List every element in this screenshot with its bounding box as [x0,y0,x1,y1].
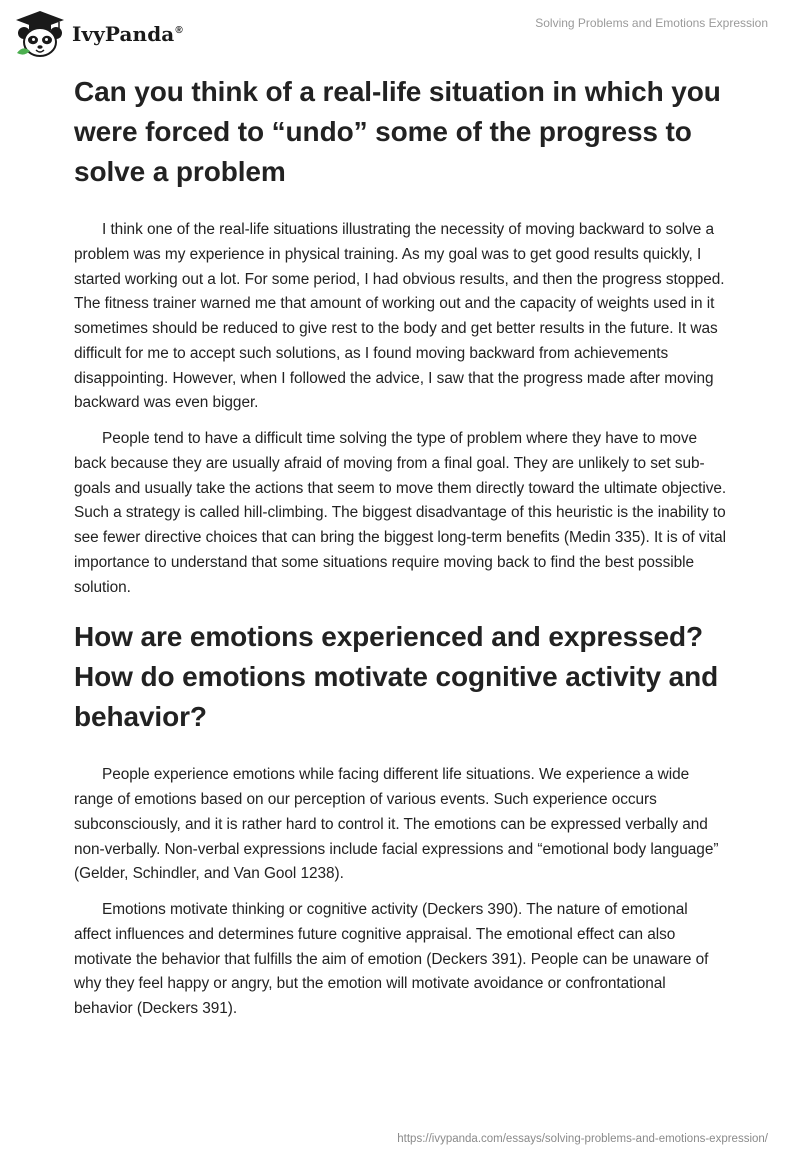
paragraph: People tend to have a difficult time solving the type of problem where they have to move back because they are usually afraid of moving from a final goal. They are unlikely to set sub-goals and usually take the actions that seem to move them directly toward the ultimate objective. Such a strategy is called hill-climbing. The biggest disadvantage of this heuristic is the inability to see fewer directive choices that can bring the biggest long-term benefits (Medin 335). It is of vital importance to understand that some situations require moving back to find the best possible solution. [74,430,727,596]
section-heading: Can you think of a real-life situation in which you were forced to “undo” some of the progress to solve a problem [74,76,721,187]
panda-graduate-icon [14,9,66,59]
document-title: Solving Problems and Emotions Expression [535,16,768,30]
brand-name: IvyPanda® [72,22,183,46]
brand-logo[interactable] [14,9,183,59]
page-header [0,0,800,64]
section-heading: How are emotions experienced and expressed? How do emotions motivate cognitive activity and behavior? [74,621,719,733]
paragraph: I think one of the real-life situations illustrating the necessity of moving backward to solve a problem was my experience in physical training. As my goal was to get good results quickly, I started working out a lot. For some period, I had obvious results, and then the progress stopped. The fitness trainer warned me that amount of working out and the capacity of weights used in it sometimes should be reduced to give rest to the body and get better results in the future. It was difficult for me to accept such solutions, as I found moving backward from achievements disappointing. However, when I followed the advice, I saw that the progress made after moving backward was even bigger. [74,221,725,412]
source-url[interactable]: https://ivypanda.com/essays/solving-problems-and-emotions-expression/ [397,1133,768,1145]
paragraph: Emotions motivate thinking or cognitive activity (Deckers 390). The nature of emotional affect influences and determines future cognitive appraisal. The emotional effect can also motivate the behavior that fulfills the aim of emotion (Deckers 391). People can be unaware of why they feel happy or angry, but the emotion will motivate avoidance or confrontational behavior (Deckers 391). [74,901,709,1017]
paragraph: People experience emotions while facing different life situations. We experience a wide range of emotions based on our perception of various events. Such experience occurs subconsciously, and it is rather hard to control it. The emotions can be expressed verbally and non-verbally. Non-verbal expressions include facial expressions and “emotional body language” (Gelder, Schindler, and Van Gool 1238). [74,766,719,883]
essay-content [74,72,728,1033]
